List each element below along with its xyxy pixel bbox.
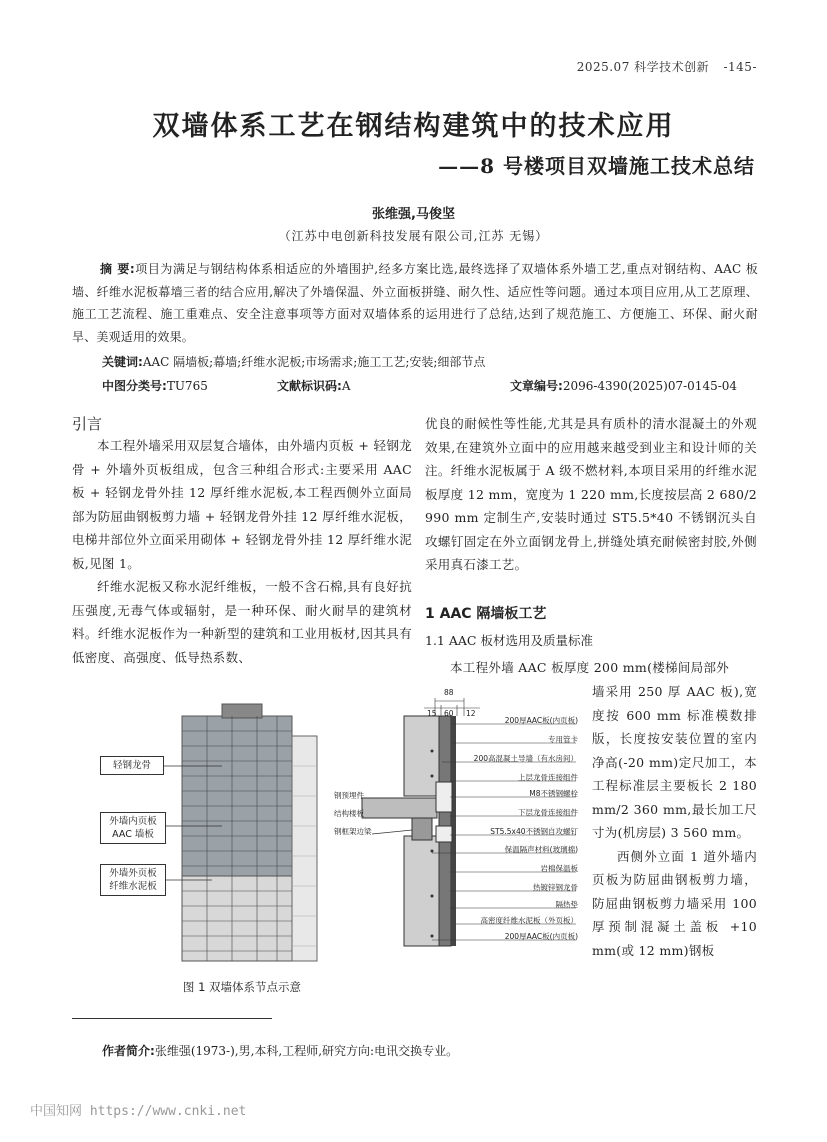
intro-right-column: [425, 412, 757, 577]
label-steel-embed: 钢预埋件: [334, 791, 364, 800]
section-1-side-column: [592, 680, 757, 962]
label-pipe-clamp: 专用管卡: [548, 735, 578, 744]
label-thermal-pad: 隔热垫: [555, 900, 578, 909]
section-1-heading: 1 AAC 隔墙板工艺: [425, 606, 547, 622]
label-galvanized-keel: 热镀锌钢龙骨: [533, 883, 578, 892]
clc-number: 中图分类号:TU765: [102, 379, 208, 393]
label-concrete-guide-wall: 200高混凝土导墙（有水房间）: [473, 754, 578, 763]
dim-60: 60: [444, 709, 454, 718]
label-insulation-glass-wool: 保温隔声材料(玻璃棉): [504, 845, 578, 854]
label-rock-wool-board: 岩棉保温板: [540, 864, 578, 873]
intro-paragraph-3: 优良的耐候性等性能,尤其是具有质朴的清水混凝土的外观效果,在建筑外立面中的应用越来越受到业主和设计师的关注。纤维水泥板属于 A 级不燃材料,本项目采用的纤维水泥板厚度 12 mm，宽度为 1 220 mm,长度按层高 2 680/2 990 mm 定制生产,安装时通过 ST5.5*40 不锈钢沉头自攻螺钉固定在外立面钢龙骨上,拼缝处填充耐候密封胶,外侧采用真石漆工艺。: [425, 416, 757, 572]
label-aac-inner-bottom: 200厚AAC板(内页板): [504, 932, 578, 941]
paper-subtitle: ——8 号楼项目双墙施工技术总结: [438, 154, 755, 178]
document-code: 文献标识码:A: [277, 379, 351, 393]
label-outer-wall-fiber-cement: 外墙外页板 纤维水泥板: [100, 864, 166, 896]
section-1-1-heading: 1.1 AAC 板材选用及质量标准: [425, 633, 593, 648]
cnki-watermark: 中国知网 https://www.cnki.net: [30, 1104, 247, 1119]
dim-88: 88: [444, 688, 454, 697]
author-bio: [102, 1042, 458, 1059]
figure-caption: 图 1 双墙体系节点示意: [182, 980, 302, 994]
label-self-tapping-screw: ST5.5x40不锈钢自攻螺钉: [490, 827, 578, 836]
keywords-text: AAC 隔墙板;幕墙;纤维水泥板;市场需求;施工工艺;安装;细部节点: [142, 355, 486, 369]
label-m8-bolt: M8不锈钢螺栓: [529, 789, 578, 798]
section-detail: [362, 716, 456, 946]
author-bio-label: 作者简介:: [102, 1044, 155, 1058]
paper-title: 双墙体系工艺在钢结构建筑中的技术应用: [152, 111, 675, 142]
keywords: [102, 353, 485, 370]
dim-15: 15: [427, 709, 437, 718]
intro-heading: 引言: [72, 415, 103, 433]
figure-1: [72, 686, 592, 976]
label-lower-keel-connector: 下层龙骨连接组件: [518, 808, 578, 817]
keywords-label: 关键词:: [102, 355, 143, 369]
abstract: [72, 258, 758, 348]
authors: 张维强,马俊坚: [372, 207, 455, 222]
label-fiber-cement-outer: 高密度纤维水泥板（外页板）: [480, 916, 578, 925]
abstract-text: 项目为满足与钢结构体系相适应的外墙围护,经多方案比选,最终选择了双墙体系外墙工艺,重点对钢结构、AAC 板墙、纤维水泥板幕墙三者的结合应用,解决了外墙保温、外立面板拼缝、耐久性、适应性等问题。通过本项目应用,从工艺原理、施工工艺流程、施工重难点、安全注意事项等方面对双墙体系的运用进行了总结,达到了规范施工、方便施工、环保、耐火耐旱、美观适用的效果。: [72, 262, 758, 344]
label-aac-inner-top: 200厚AAC板(内页板): [504, 716, 578, 725]
journal-issue: 2025.07 科学技术创新: [576, 60, 710, 74]
label-steel-edge-beam: 钢框架边梁: [334, 827, 372, 836]
building-rendering: [182, 704, 317, 961]
section-1-top-line: 本工程外墙 AAC 板厚度 200 mm(楼梯间局部外: [450, 660, 730, 675]
label-structural-slab: 结构楼板: [334, 809, 364, 818]
abstract-label: 摘 要:: [100, 262, 135, 276]
footnote-rule: [72, 1018, 272, 1019]
running-header: [577, 58, 757, 75]
label-inner-wall-aac: 外墙内页板 AAC 墙板: [100, 812, 166, 844]
intro-left-column: [72, 434, 412, 669]
label-light-steel-keel: 轻钢龙骨: [100, 756, 164, 775]
article-number: 文章编号:2096-4390(2025)07-0145-04: [510, 379, 738, 393]
intro-paragraph-2: 纤维水泥板又称水泥纤维板，一般不含石棉,具有良好抗压强度,无毒气体或辐射，是一种环保、耐火耐旱的建筑材料。纤维水泥板作为一种新型的建筑和工业用板材,因其具有低密度、高强度、低导热系数、: [72, 579, 412, 665]
page-number: -145-: [723, 60, 757, 74]
author-bio-text: 张维强(1973-),男,本科,工程师,研究方向:电讯交换专业。: [154, 1044, 459, 1058]
section-1-paragraph-2: 西侧外立面 1 道外墙内页板为防屈曲钢板剪力墙，防屈曲钢板剪力墙采用 100 厚预制混凝土盖板 +10 mm(或 12 mm)钢板: [592, 848, 757, 958]
label-upper-keel-connector: 上层龙骨连接组件: [518, 773, 578, 782]
section-1-paragraph-1: 墙采用 250 厚 AAC 板),宽度按 600 mm 标准模数排版，长度按安装位置的室内净高(-20 mm)定尺加工，本工程标准层主要板长 2 180 mm/2 360 mm,最长加工尺寸为(机房层) 3 560 mm。: [592, 684, 757, 840]
intro-paragraph-1: 本工程外墙采用双层复合墙体，由外墙内页板 + 轻钢龙骨 + 外墙外页板组成，包含三种组合形式:主要采用 AAC 板 + 轻钢龙骨外挂 12 厚纤维水泥板,本工程西侧外立面局部为防屈曲钢板剪力墙 + 轻钢龙骨外挂 12 厚纤维水泥板，电梯井部位外立面采用砌体 + 轻钢龙骨外挂 12 厚纤维水泥板,见图 1。: [72, 438, 412, 571]
dim-12: 12: [466, 709, 476, 718]
affiliation: （江苏中电创新科技发展有限公司,江苏 无锡）: [278, 229, 549, 243]
